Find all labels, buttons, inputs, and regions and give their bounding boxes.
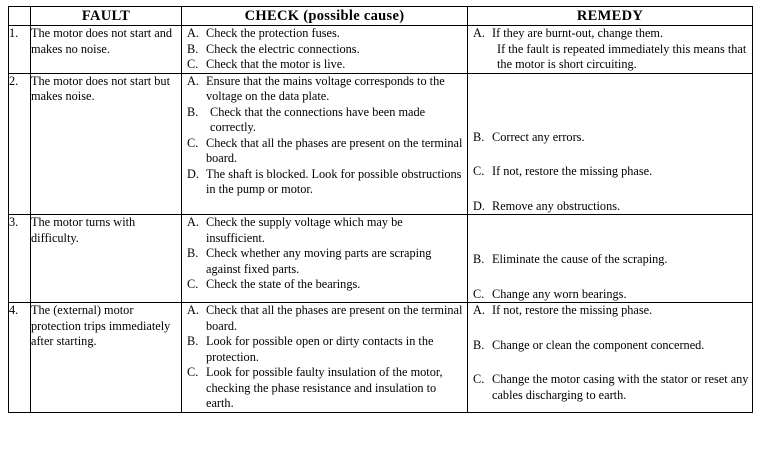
item-letter: C. (473, 286, 485, 301)
table-row (9, 26, 753, 73)
item-letter: C. (187, 365, 199, 380)
item-text: Remove any obstructions. (492, 198, 621, 213)
item-letter: B. (187, 41, 199, 56)
table-body (9, 26, 753, 412)
item-text: Look for possible open or dirty contacts in the protection. (206, 334, 434, 364)
item-text: Change or clean the component concerned. (492, 337, 705, 352)
remedy-list (468, 26, 753, 73)
check-list (182, 215, 468, 303)
item-text: Correct any errors. (492, 129, 585, 144)
list-item (468, 372, 752, 403)
list-item (182, 365, 467, 411)
table-row (9, 73, 753, 214)
vertical-spacer (468, 145, 752, 164)
list-item (182, 105, 467, 136)
item-text: Check that the connections have been made correctly. (210, 104, 426, 135)
item-text: Change the motor casing with the stator or reset any cables discharging to earth. (492, 372, 749, 402)
list-item (182, 26, 467, 41)
row-number: 4. (9, 303, 31, 412)
item-letter: A. (187, 303, 199, 318)
item-letter: C. (187, 57, 199, 72)
item-text: Look for possible faulty insulation of the motor, checking the phase resistance and insulation to earth. (206, 365, 443, 411)
list-item (182, 74, 467, 105)
list-item (182, 334, 467, 365)
table-row (9, 303, 753, 412)
header-row (9, 7, 753, 26)
item-text: Check whether any moving parts are scraping against fixed parts. (206, 246, 432, 276)
item-text: If not, restore the missing phase. (492, 164, 653, 179)
item-letter: C. (473, 372, 485, 387)
item-text: Check that all the phases are present on the terminal board. (206, 303, 463, 333)
list-item (468, 252, 752, 267)
item-text: Check the electric connections. (206, 41, 360, 56)
vertical-spacer (468, 74, 752, 130)
item-letter: A. (473, 303, 485, 318)
list-item (182, 215, 467, 246)
item-text: Check that the motor is live. (206, 57, 346, 72)
item-text: Check that all the phases are present on the terminal board. (206, 135, 463, 166)
table-header (9, 7, 753, 26)
check-list (182, 26, 468, 73)
item-letter: D. (473, 198, 485, 213)
remedy-list (468, 303, 753, 412)
list-item (182, 277, 467, 292)
item-letter: B. (187, 334, 199, 349)
item-letter: C. (473, 164, 485, 179)
column-header-remedy: REMEDY (468, 7, 753, 26)
fault-description: The motor turns with difficulty. (31, 215, 182, 303)
item-text: If they are burnt-out, change them. (492, 26, 664, 41)
check-list (182, 303, 468, 412)
list-item (182, 57, 467, 72)
list-item (468, 130, 752, 145)
column-header-fault: FAULT (31, 7, 182, 26)
list-item (182, 42, 467, 57)
item-text: Check the state of the bearings. (206, 277, 361, 292)
item-letter: B. (473, 337, 485, 352)
row-number: 1. (9, 26, 31, 73)
list-item (182, 246, 467, 277)
list-item (468, 26, 752, 41)
table-row (9, 215, 753, 303)
item-letter: B. (473, 129, 485, 144)
item-letter: B. (187, 246, 199, 261)
list-item (468, 303, 752, 318)
list-item (182, 136, 467, 167)
list-item (182, 303, 467, 334)
list-item (468, 287, 752, 302)
fault-description: The motor does not start but makes noise. (31, 73, 182, 214)
list-item (468, 338, 752, 353)
item-text: The shaft is blocked. Look for possible obstructions in the pump or motor. (206, 166, 462, 197)
remedy-list (468, 215, 753, 303)
fault-description: The (external) motor protection trips immediately after starting. (31, 303, 182, 412)
list-item (468, 199, 752, 214)
item-letter: C. (187, 277, 199, 292)
column-header-check: CHECK (possible cause) (182, 7, 468, 26)
row-number: 2. (9, 73, 31, 214)
vertical-spacer (468, 180, 752, 199)
vertical-spacer (468, 319, 752, 338)
item-letter: A. (473, 26, 485, 41)
item-text: Check the protection fuses. (206, 26, 340, 41)
list-item (182, 167, 467, 198)
item-text: Change any worn bearings. (492, 286, 627, 301)
troubleshooting-table (8, 6, 753, 413)
remedy-list (468, 73, 753, 214)
column-header-number (9, 7, 31, 26)
item-letter: A. (187, 73, 199, 88)
item-text: If not, restore the missing phase. (492, 303, 653, 318)
list-item (468, 164, 752, 179)
check-list (182, 73, 468, 214)
item-text: Check the supply voltage which may be insufficient. (206, 215, 403, 245)
remedy-continuation: If the fault is repeated immediately this means that the motor is short circuiting. (497, 41, 747, 72)
item-letter: D. (187, 166, 199, 181)
item-letter: A. (187, 215, 199, 230)
item-text: Ensure that the mains voltage corresponds to the voltage on the data plate. (206, 73, 445, 104)
item-letter: C. (187, 135, 199, 150)
item-letter: A. (187, 26, 199, 41)
item-text: Eliminate the cause of the scraping. (492, 252, 668, 267)
row-number: 3. (9, 215, 31, 303)
vertical-spacer (468, 215, 752, 252)
item-letter: B. (187, 104, 199, 119)
vertical-spacer (468, 353, 752, 372)
vertical-spacer (468, 268, 752, 287)
item-letter: B. (473, 252, 485, 267)
fault-description: The motor does not start and makes no noise. (31, 26, 182, 73)
